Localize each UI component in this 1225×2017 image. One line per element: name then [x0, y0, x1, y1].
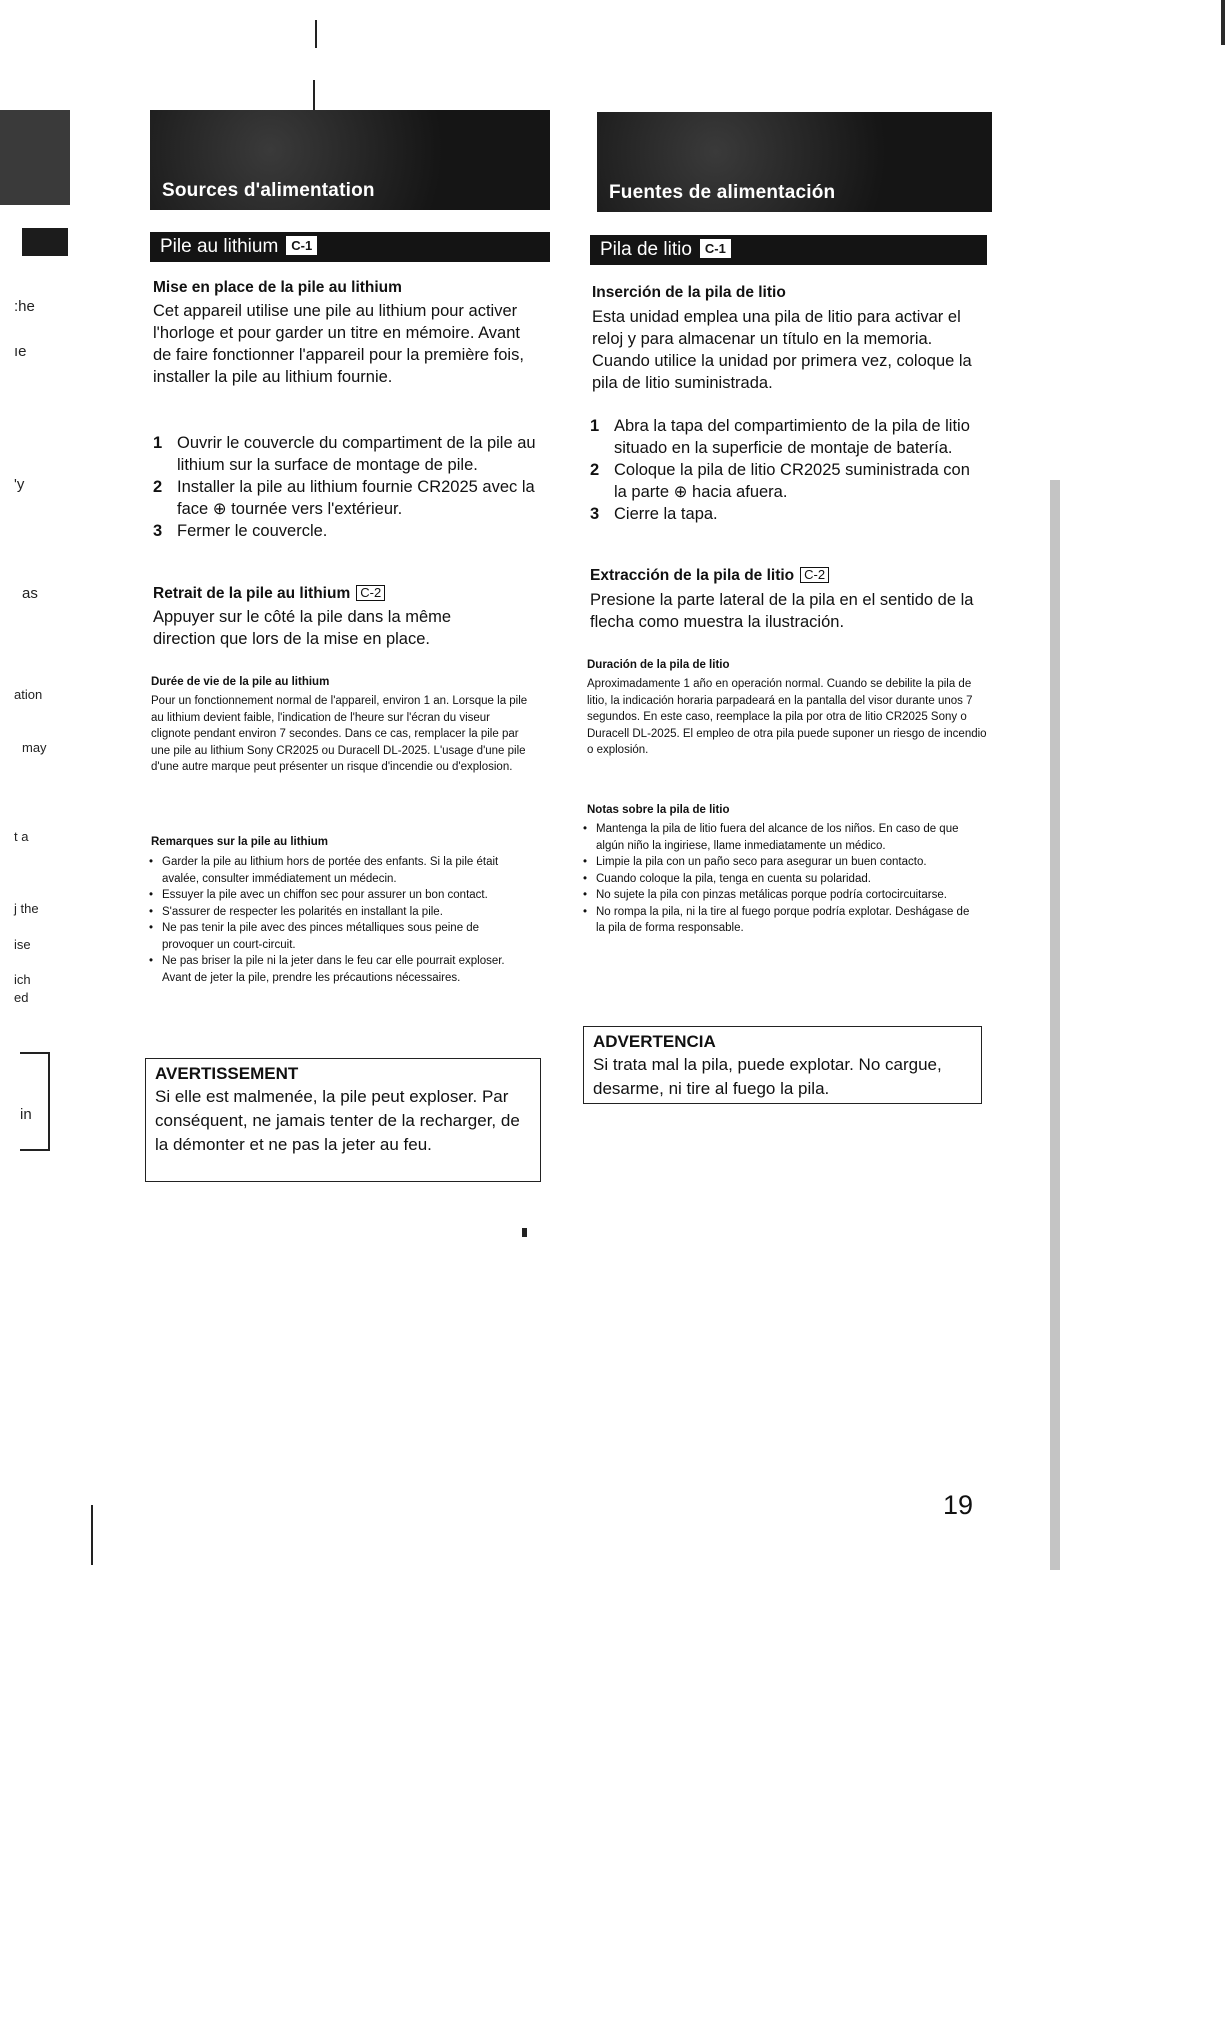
- list-item: • No sujete la pila con pinzas metálicas porque podría cortocircuitarse.: [583, 887, 978, 904]
- french-remove-heading: [153, 585, 385, 603]
- french-remove-tag: C-2: [356, 585, 385, 601]
- spanish-remove-text: Presione la parte lateral de la pila en el sentido de la flecha como muestra la ilustración.: [590, 591, 974, 631]
- french-header-band: [150, 110, 550, 210]
- french-steps: [153, 432, 538, 542]
- bleed-fragment: may: [22, 740, 47, 755]
- spanish-steps: [590, 415, 985, 525]
- french-section-title: Pile au lithium: [160, 236, 279, 257]
- step-number: 1: [590, 417, 600, 435]
- spanish-insert-heading: Inserción de la pila de litio: [592, 284, 786, 301]
- spanish-step: [590, 459, 985, 503]
- spanish-section-bar: [590, 235, 987, 265]
- list-item: • Garder la pile au lithium hors de portée des enfants. Si la pile était avalée, consulter immédiatement un médecin.: [149, 854, 534, 887]
- scan-mark: [522, 1228, 527, 1237]
- french-header-title: Sources d'alimentation: [162, 180, 375, 201]
- step-number: 1: [153, 434, 163, 452]
- bleed-fragment: 'y: [14, 476, 25, 493]
- french-insert-heading: Mise en place de la pile au lithium: [153, 279, 402, 296]
- french-warning-text: Si elle est malmenée, la pile peut exploser. Par conséquent, ne jamais tenter de la recharger, de la démonter et ne pas la jeter au feu.: [155, 1087, 520, 1154]
- list-item: • Cuando coloque la pila, tenga en cuenta su polaridad.: [583, 871, 978, 888]
- spanish-life-text: Aproximadamente 1 año en operación normal. Cuando se debilite la pila de litio, la indicación horaria parpadeará en la pantalla del visor durante unos 7 segundos. En este caso, reemplace la pila por otra de litio CR2025 Sony o Duracell DL-2025. El empleo de otra pila puede suponer un riesgo de incendio o explosión.: [587, 678, 987, 756]
- spanish-insert-text: Esta unidad emplea una pila de litio para activar el reloj y para almacenar un título en la memoria. Cuando utilice la unidad por primera vez, coloque la pila de litio suministrada.: [592, 308, 972, 392]
- french-step: [153, 432, 538, 476]
- french-step: [153, 520, 538, 542]
- bleed-bar-top: [0, 110, 70, 205]
- scan-edge-bottom: [1050, 480, 1060, 1570]
- bleed-bracket: [20, 1052, 50, 1151]
- bleed-fragment: :he: [14, 298, 35, 315]
- bleed-fragment: in: [20, 1106, 32, 1123]
- french-life-text: Pour un fonctionnement normal de l'appareil, environ 1 an. Lorsque la pile au lithium devient faible, l'indication de l'heure sur l'écran du viseur clignote pendant environ 7 secondes. Dans ce cas, remplacer la pile par une pile au lithium Sony CR2025 ou Duracell DL-2025. L'usage d'une pile d'une autre marque peut présenter un risque d'incendie ou d'explosion.: [151, 695, 528, 773]
- spanish-remove-heading: [590, 567, 829, 585]
- spanish-life-heading: Duración de la pila de litio: [587, 659, 730, 671]
- spanish-warning-text: Si trata mal la pila, puede explotar. No cargue, desarme, ni tire al fuego la pila.: [593, 1055, 942, 1098]
- spanish-header-title: Fuentes de alimentación: [609, 182, 836, 203]
- french-remove-text: Appuyer sur le côté la pile dans la même direction que lors de la mise en place.: [153, 608, 452, 648]
- bleed-bar-square: [22, 228, 68, 256]
- french-section-tag: C-1: [286, 236, 317, 255]
- bleed-fragment: t a: [14, 829, 29, 844]
- list-item: • Ne pas tenir la pile avec des pinces métalliques sous peine de provoquer un court-circuit.: [149, 920, 534, 953]
- spanish-warning-box: [583, 1026, 982, 1104]
- list-item: • Limpie la pila con un paño seco para asegurar un buen contacto.: [583, 854, 978, 871]
- bleed-fragment: as: [22, 585, 38, 602]
- scan-mark: [315, 20, 317, 48]
- scan-mark: [313, 80, 315, 110]
- step-text: Ouvrir le couvercle du compartiment de la pile au lithium sur la surface de montage de pile.: [177, 434, 536, 474]
- step-text: Fermer le couvercle.: [177, 522, 328, 540]
- scan-edge-top: [1221, 0, 1225, 45]
- spanish-notes-heading: Notas sobre la pila de litio: [587, 804, 730, 816]
- french-warning-title: AVERTISSEMENT: [155, 1064, 299, 1083]
- bleed-fragment: ed: [14, 990, 29, 1005]
- step-number: 2: [153, 478, 163, 496]
- spanish-remove-heading-text: Extracción de la pila de litio: [590, 567, 795, 584]
- french-section-bar: [150, 232, 550, 262]
- step-number: 3: [153, 522, 163, 540]
- scan-mark: [91, 1505, 93, 1565]
- spanish-remove-tag: C-2: [800, 567, 829, 583]
- french-insert-text: Cet appareil utilise une pile au lithium pour activer l'horloge et pour garder un titre en mémoire. Avant de faire fonctionner l'appareil pour la première fois, installer la pile au lithium fournie.: [153, 302, 524, 386]
- list-item: • Mantenga la pila de litio fuera del alcance de los niños. En caso de que algún niño la ingiriese, llame inmediatamente un médico.: [583, 821, 978, 854]
- spanish-step: [590, 415, 985, 459]
- bleed-fragment: ation: [14, 687, 43, 702]
- spanish-section-tag: C-1: [700, 239, 731, 258]
- list-item: • Ne pas briser la pile ni la jeter dans le feu car elle pourrait exploser. Avant de jeter la pile, prendre les précautions nécessaires.: [149, 953, 534, 986]
- french-life-heading: Durée de vie de la pile au lithium: [151, 676, 330, 688]
- list-item: • Essuyer la pile avec un chiffon sec pour assurer un bon contact.: [149, 887, 534, 904]
- spanish-step: [590, 503, 985, 525]
- step-number: 2: [590, 461, 600, 479]
- step-number: 3: [590, 505, 600, 523]
- step-text: Cierre la tapa.: [614, 505, 718, 523]
- bleed-fragment: ıe: [14, 343, 27, 360]
- spanish-warning-title: ADVERTENCIA: [593, 1032, 716, 1051]
- page-number: 19: [943, 1490, 974, 1520]
- french-warning-box: [145, 1058, 541, 1182]
- bleed-fragment: j the: [14, 901, 39, 916]
- french-notes-heading: Remarques sur la pile au lithium: [151, 836, 329, 848]
- spanish-notes-list: [583, 821, 978, 937]
- spanish-header-band: [597, 112, 992, 212]
- bleed-fragment: ich: [14, 972, 31, 987]
- step-text: Installer la pile au lithium fournie CR2025 avec la face ⊕ tournée vers l'extérieur.: [177, 478, 535, 518]
- list-item: • No rompa la pila, ni la tire al fuego porque podría explotar. Deshágase de la pila de forma responsable.: [583, 904, 978, 937]
- french-step: [153, 476, 538, 520]
- bleed-fragment: ise: [14, 937, 31, 952]
- step-text: Abra la tapa del compartimiento de la pila de litio situado en la superficie de montaje de batería.: [614, 417, 970, 457]
- french-remove-heading-text: Retrait de la pile au lithium: [153, 585, 351, 602]
- list-item: • S'assurer de respecter les polarités en installant la pile.: [149, 904, 534, 921]
- step-text: Coloque la pila de litio CR2025 suministrada con la parte ⊕ hacia afuera.: [614, 461, 970, 501]
- french-notes-list: [149, 854, 534, 986]
- spanish-section-title: Pila de litio: [600, 239, 692, 260]
